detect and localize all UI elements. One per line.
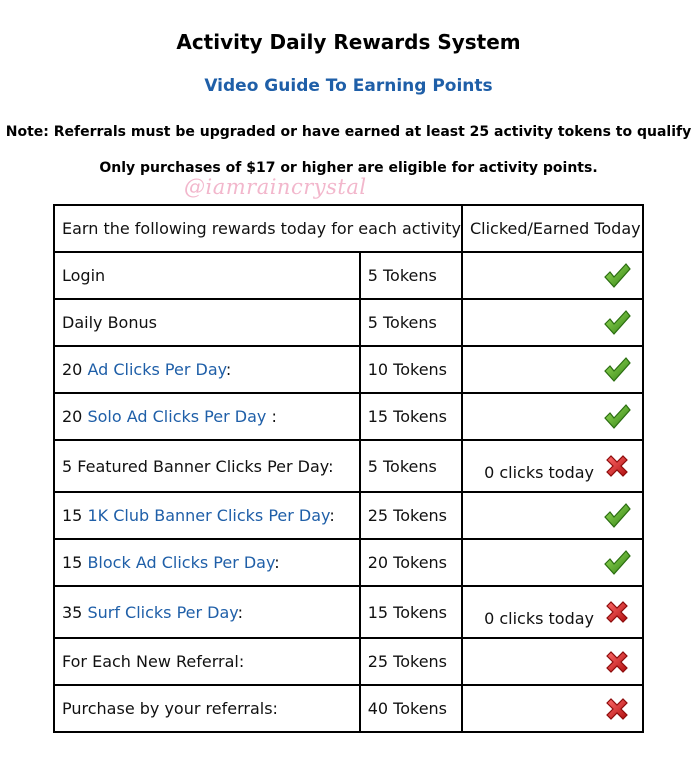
- status-cell: [462, 346, 643, 393]
- activity-label: 20: [62, 360, 88, 379]
- cross-icon: [602, 647, 632, 677]
- status-wrap: [470, 261, 632, 291]
- activity-link[interactable]: Surf Clicks Per Day: [87, 602, 238, 622]
- table-row: [54, 685, 643, 732]
- activity-label: 35: [62, 602, 88, 622]
- table-row: [54, 393, 643, 440]
- status-cell: [462, 299, 643, 346]
- status-cell: [462, 440, 643, 492]
- table-row: [54, 252, 643, 299]
- reward-cell: 25 Tokens: [360, 492, 462, 539]
- activity-label: 15: [62, 506, 88, 525]
- clicks-today: 0 clicks today: [484, 608, 594, 628]
- header-status: Clicked/Earned Today: [462, 205, 643, 252]
- activity-link[interactable]: Ad Clicks Per Day: [87, 360, 226, 379]
- status-cell: [462, 539, 643, 586]
- check-icon: [602, 501, 632, 531]
- status-cell: [462, 586, 643, 638]
- clicks-today: 0 clicks today: [484, 462, 594, 482]
- rewards-table: [53, 204, 644, 733]
- activity-link[interactable]: Block Ad Clicks Per Day: [87, 553, 275, 572]
- activity-suffix: :: [237, 602, 243, 622]
- activity-cell: [54, 638, 360, 685]
- purchase-note: Only purchases of $17 or higher are eligible for activity points.: [99, 160, 598, 176]
- activity-cell: [54, 252, 360, 299]
- table-header-row: [54, 205, 643, 252]
- check-icon: [602, 402, 632, 432]
- activity-link[interactable]: 1K Club Banner Clicks Per Day: [87, 506, 330, 525]
- table-row: [54, 492, 643, 539]
- reward-cell: 5 Tokens: [360, 440, 462, 492]
- video-guide-link[interactable]: Video Guide To Earning Points: [204, 76, 493, 96]
- status-cell: [462, 252, 643, 299]
- status-wrap: [470, 451, 632, 482]
- activity-suffix: :: [266, 407, 277, 426]
- cross-icon: [602, 597, 632, 627]
- reward-cell: 15 Tokens: [360, 393, 462, 440]
- check-icon: [602, 548, 632, 578]
- reward-cell: 40 Tokens: [360, 685, 462, 732]
- table-row: [54, 299, 643, 346]
- table-row: [54, 346, 643, 393]
- status-cell: [462, 393, 643, 440]
- page-title: Activity Daily Rewards System: [176, 30, 521, 54]
- check-icon: [602, 308, 632, 338]
- activity-cell: [54, 492, 360, 539]
- check-icon: [602, 355, 632, 385]
- table-row: [54, 539, 643, 586]
- status-wrap: [470, 402, 632, 432]
- activity-cell: [54, 440, 360, 492]
- activity-cell: [54, 346, 360, 393]
- table-row: [54, 586, 643, 638]
- status-cell: [462, 492, 643, 539]
- status-wrap: [470, 647, 632, 677]
- activity-cell: [54, 539, 360, 586]
- activity-suffix: :: [225, 360, 232, 379]
- activity-suffix: :: [329, 506, 335, 525]
- activity-cell: [54, 299, 360, 346]
- activity-label: 15: [62, 553, 88, 572]
- activity-label: Login: [62, 266, 106, 285]
- table-row: [54, 440, 643, 492]
- activity-label: Purchase by your referrals:: [62, 699, 278, 718]
- reward-cell: 25 Tokens: [360, 638, 462, 685]
- activity-label: For Each New Referral:: [62, 652, 245, 671]
- activity-cell: [54, 586, 360, 638]
- activity-label: Daily Bonus: [62, 313, 157, 332]
- reward-cell: 15 Tokens: [360, 586, 462, 638]
- reward-cell: 20 Tokens: [360, 539, 462, 586]
- activity-label: 20: [62, 407, 88, 426]
- activity-suffix: :: [274, 553, 280, 572]
- cross-icon: [602, 451, 632, 481]
- activity-label: 5 Featured Banner Clicks Per Day:: [62, 456, 334, 476]
- status-wrap: [470, 694, 632, 724]
- watermark: @iamraincrystal: [184, 175, 367, 199]
- reward-cell: 10 Tokens: [360, 346, 462, 393]
- cross-icon: [602, 694, 632, 724]
- reward-cell: 5 Tokens: [360, 299, 462, 346]
- status-wrap: [470, 501, 632, 531]
- reward-cell: 5 Tokens: [360, 252, 462, 299]
- check-icon: [602, 261, 632, 291]
- header-activity: Earn the following rewards today for each activity: [54, 205, 462, 252]
- status-wrap: [470, 597, 632, 628]
- status-wrap: [470, 308, 632, 338]
- status-wrap: [470, 355, 632, 385]
- table-row: [54, 638, 643, 685]
- activity-link[interactable]: Solo Ad Clicks Per Day: [87, 407, 267, 426]
- activity-cell: [54, 393, 360, 440]
- status-cell: [462, 685, 643, 732]
- referral-note: Note: Referrals must be upgraded or have earned at least 25 activity tokens to qualify: [5, 124, 692, 140]
- activity-cell: [54, 685, 360, 732]
- status-cell: [462, 638, 643, 685]
- status-wrap: [470, 548, 632, 578]
